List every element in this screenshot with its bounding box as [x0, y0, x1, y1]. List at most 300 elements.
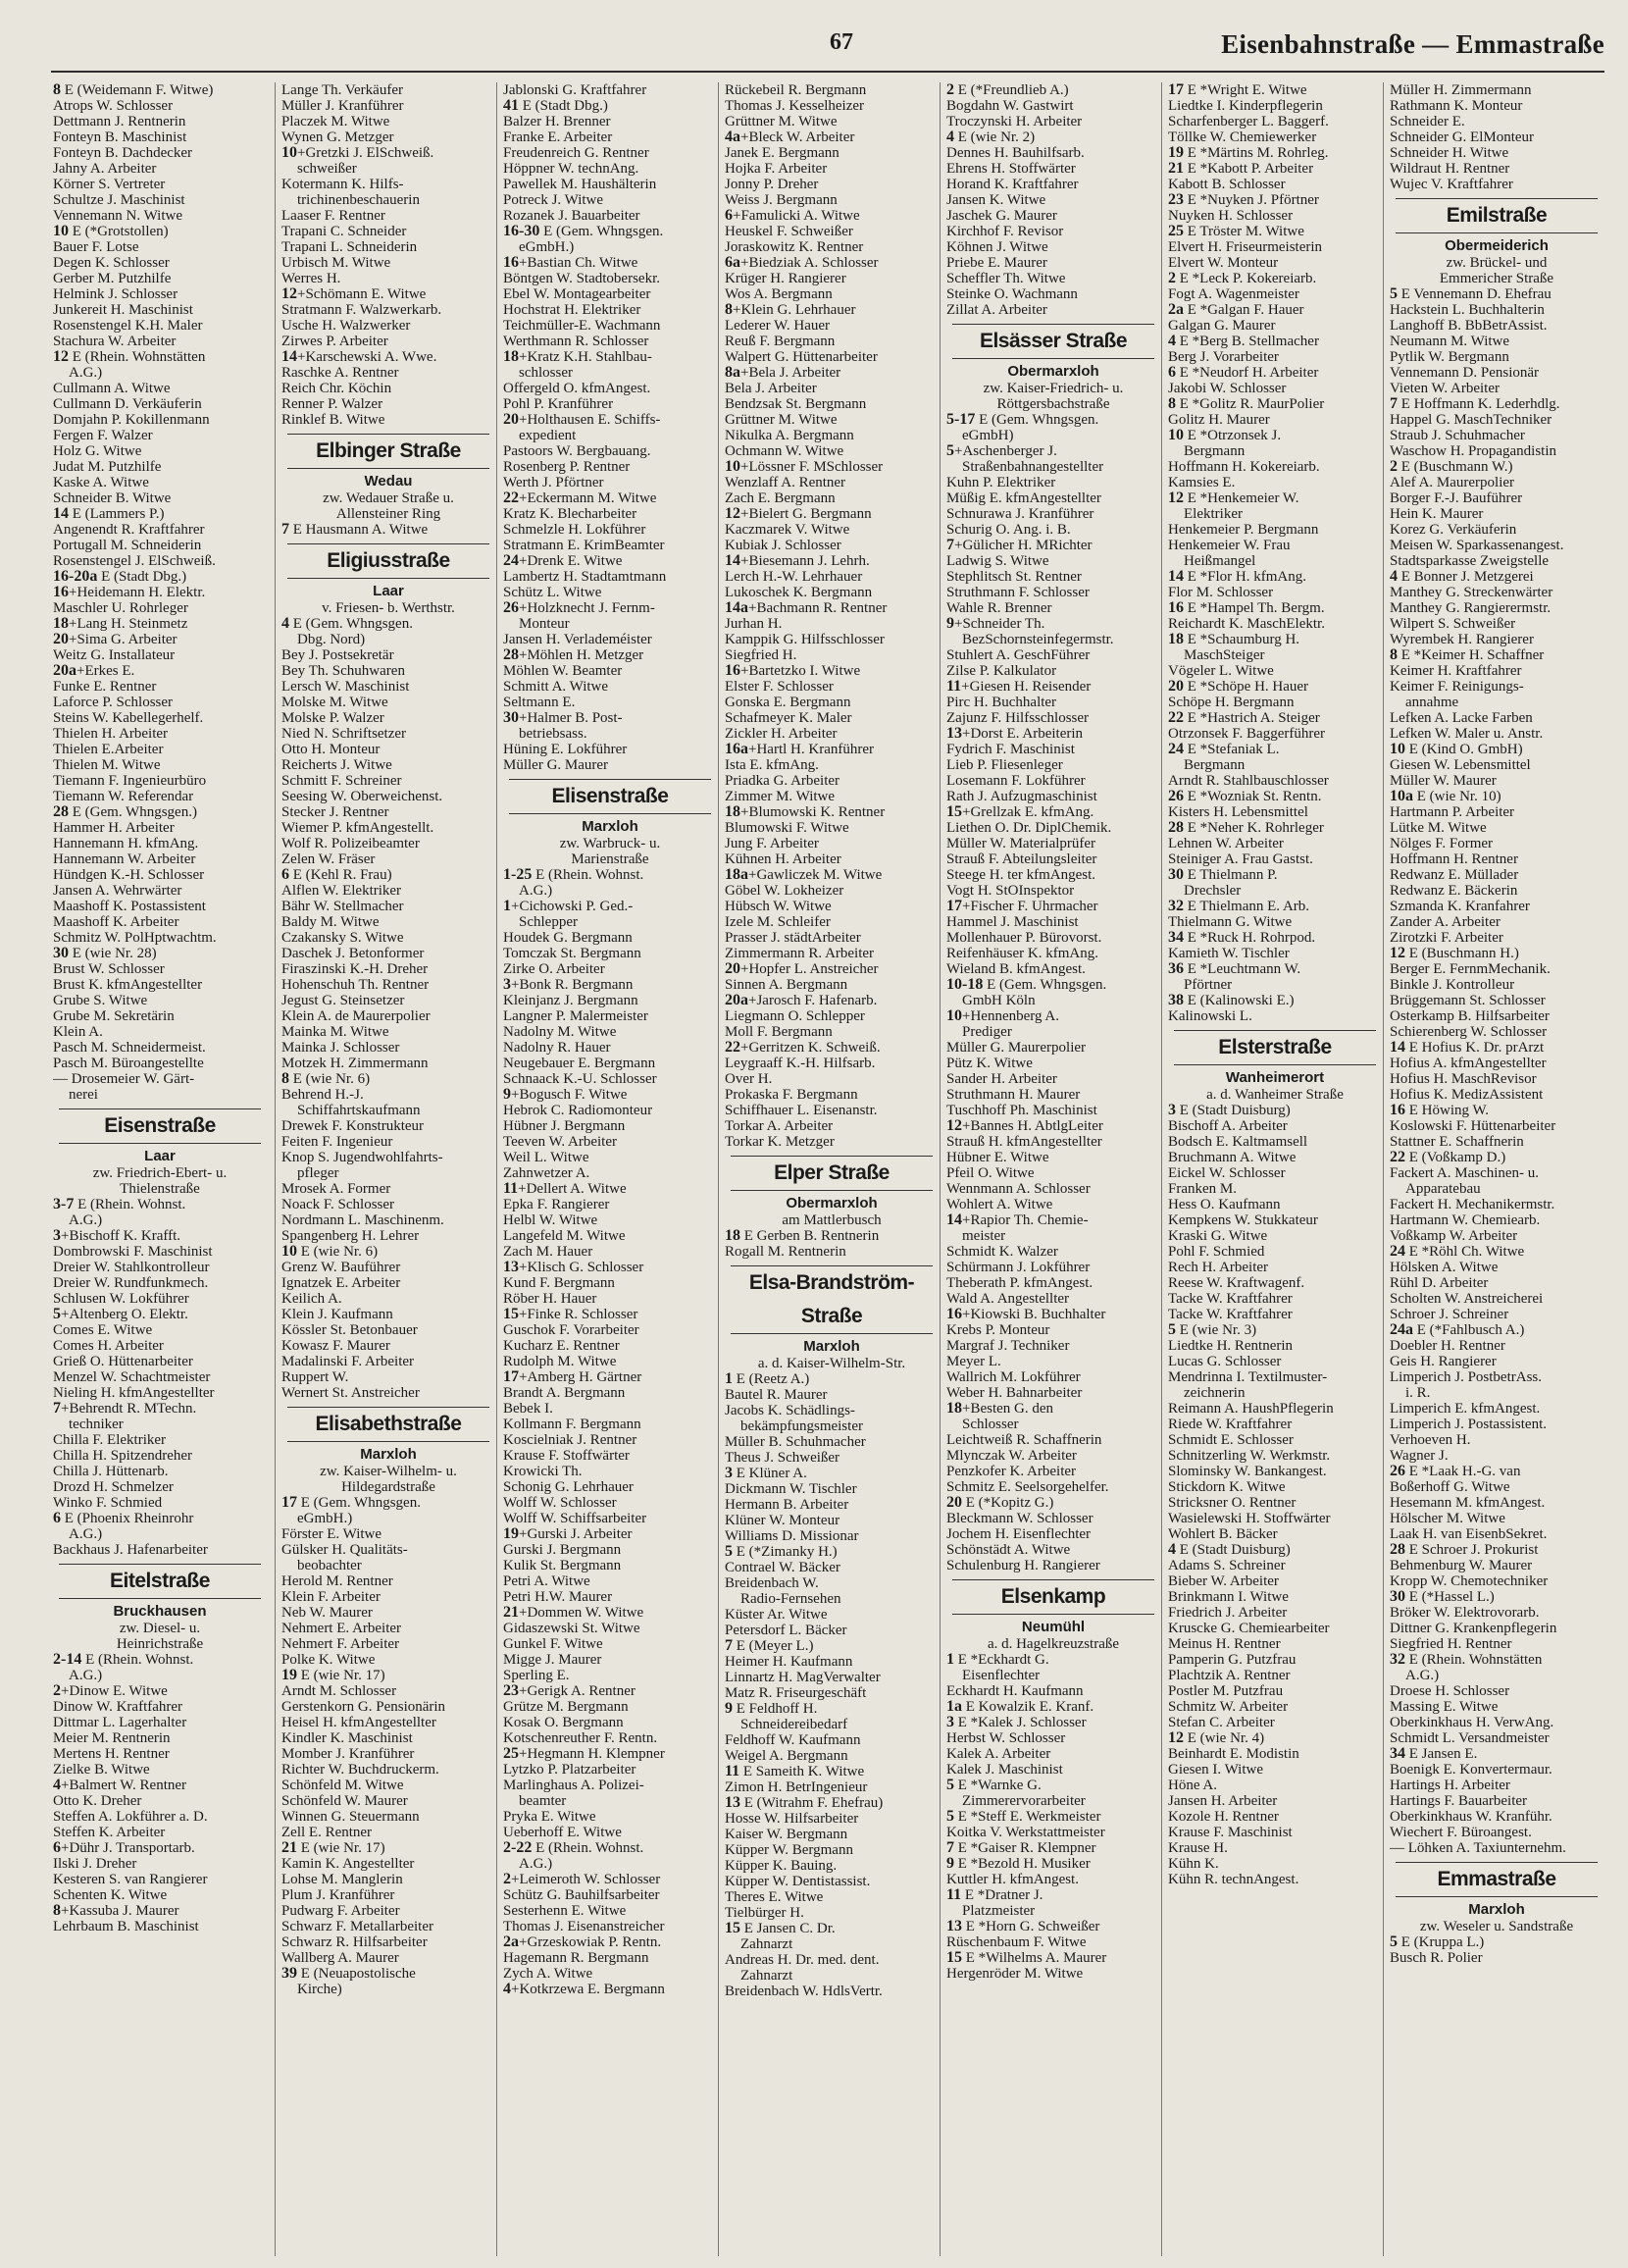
resident-entry — [725, 1387, 939, 1403]
house-entry — [1168, 334, 1382, 349]
resident-entry — [1168, 1856, 1382, 1872]
entry-text: Pytlik W. Bergmann — [1390, 349, 1509, 365]
resident-entry — [725, 726, 939, 742]
entry-text: E (Phoenix Rheinrohr — [61, 1511, 194, 1526]
entry-text: Vögeler L. Witwe — [1168, 663, 1274, 679]
entry-text: E Hausmann A. Witwe — [289, 522, 429, 538]
entry-text: E Jansen C. Dr. — [740, 1921, 836, 1936]
entry-text: Brinkmann I. Witwe — [1168, 1589, 1289, 1605]
resident-entry — [503, 334, 717, 349]
entry-text: Teichmüller-E. Wachmann — [503, 318, 661, 334]
entry-text: Zilse P. Kalkulator — [946, 663, 1057, 679]
directory-column — [1161, 82, 1382, 2256]
entry-text: Lehrbaum B. Maschinist — [53, 1919, 199, 1934]
entry-text: Kamppik G. Hilfsschlosser — [725, 632, 885, 647]
resident-entry — [1390, 1071, 1603, 1087]
house-entry — [1168, 302, 1382, 318]
resident-entry — [725, 1528, 939, 1544]
resident-entry — [503, 1024, 717, 1040]
entry-text: E (Kruppa L.) — [1398, 1934, 1485, 1950]
entry-text: Priadka G. Arbeiter — [725, 773, 840, 789]
resident-entry — [725, 412, 939, 428]
entry-text: +Gerritzen K. Schweiß. — [740, 1040, 881, 1056]
resident-entry — [281, 1683, 495, 1699]
resident-entry — [281, 1558, 495, 1573]
street-location-note: a. d. Wanheimer Straße — [1206, 1087, 1344, 1103]
entry-text: Rückebeil R. Bergmann — [725, 82, 867, 98]
entry-text: Krause F. Stoffwärter — [503, 1448, 630, 1464]
entry-text: Golitz H. Maurer — [1168, 412, 1270, 428]
house-entry — [281, 522, 495, 538]
entry-text: Herbst W. Schlosser — [946, 1730, 1066, 1746]
resident-entry — [1390, 1715, 1603, 1730]
entry-text: Hess O. Kaufmann — [1168, 1197, 1281, 1212]
entry-text: +Besten G. den — [962, 1401, 1054, 1417]
house-entry — [503, 1369, 717, 1385]
resident-entry — [725, 1591, 939, 1607]
resident-entry — [1390, 961, 1603, 977]
entry-text: Bebek I. — [503, 1401, 553, 1417]
resident-entry — [1390, 1793, 1603, 1809]
house-entry — [1390, 946, 1603, 961]
resident-entry — [946, 1056, 1160, 1071]
entry-text: Nuyken H. Schlosser — [1168, 208, 1294, 224]
entry-text: Urbisch M. Witwe — [281, 255, 391, 271]
resident-entry — [53, 647, 267, 663]
street-heading: Eisenstraße — [59, 1108, 261, 1144]
resident-entry — [1390, 522, 1603, 538]
resident-entry — [1390, 553, 1603, 569]
entry-text: Hölsken A. Witwe — [1390, 1260, 1499, 1275]
entry-text: Müller G. Maurerpolier — [946, 1040, 1087, 1056]
resident-entry — [946, 1024, 1160, 1040]
entry-text: Krause H. — [1168, 1840, 1228, 1856]
house-number: 19 — [281, 1668, 297, 1683]
resident-entry — [725, 177, 939, 192]
house-entry — [725, 1371, 939, 1387]
entry-text: Nied N. Schriftsetzer — [281, 726, 407, 742]
resident-entry — [1168, 585, 1382, 600]
entry-text: Zajunz F. Hilfsschlosser — [946, 710, 1090, 726]
house-number: 1 — [946, 1652, 954, 1668]
resident-entry — [1168, 98, 1382, 114]
entry-text: Liegmann O. Schlepper — [725, 1008, 865, 1024]
entry-text: +Bonk R. Bergmann — [511, 977, 634, 993]
house-number: 8 — [53, 82, 61, 98]
entry-text: Krowicki Th. — [503, 1464, 583, 1479]
street-location-note: a. d. Hagelkreuzstraße — [987, 1636, 1120, 1652]
resident-entry — [53, 1040, 267, 1056]
house-number: 11 — [946, 679, 962, 695]
resident-entry — [53, 1212, 267, 1228]
house-number: 9 — [946, 616, 954, 632]
entry-text: Leichtweiß R. Schaffnerin — [946, 1432, 1102, 1448]
house-number: 10 — [1168, 428, 1184, 443]
house-entry — [1390, 459, 1603, 475]
house-number: 5 — [1390, 1934, 1398, 1950]
entry-text: E *Eckhardt G. — [954, 1652, 1049, 1668]
house-entry — [946, 1212, 1160, 1228]
entry-text: Zimon H. BetrIngenieur — [725, 1779, 868, 1795]
entry-text: Fogt A. Wagenmeister — [1168, 286, 1299, 302]
district-label: Marxloh — [803, 1338, 860, 1355]
entry-text: E (Gem. Whngsgen.) — [69, 804, 197, 820]
resident-entry — [1168, 475, 1382, 490]
resident-entry — [946, 177, 1160, 192]
entry-text: Nikulka A. Bergmann — [725, 428, 854, 443]
resident-entry — [1168, 1432, 1382, 1448]
entry-text: Steiniger A. Frau Gastst. — [1168, 851, 1313, 867]
resident-entry — [503, 1589, 717, 1605]
district-label: Marxloh — [1468, 1901, 1525, 1918]
entry-text: Pütz K. Witwe — [946, 1056, 1033, 1071]
resident-entry — [503, 914, 717, 930]
entry-text: +Kotkrzewa E. Bergmann — [511, 1982, 665, 1997]
entry-text: Schnurawa J. Kranführer — [946, 506, 1094, 522]
house-number: 14a — [725, 600, 748, 616]
entry-text: Daschek J. Betonformer — [281, 946, 425, 961]
entry-text: Göbel W. Lokheizer — [725, 883, 844, 899]
resident-entry — [53, 1668, 267, 1683]
house-number: 3 — [503, 977, 511, 993]
entry-text: Pastoors W. Bergbauang. — [503, 443, 651, 459]
entry-text: Drewek F. Konstrukteur — [281, 1118, 425, 1134]
resident-entry — [725, 1497, 939, 1513]
resident-entry — [946, 1730, 1160, 1746]
resident-entry — [946, 428, 1160, 443]
entry-text: Koslowski F. Hüttenarbeiter — [1390, 1118, 1556, 1134]
house-number: 16 — [946, 1307, 962, 1322]
entry-text: Maashoff K. Arbeiter — [53, 914, 179, 930]
entry-text: Petri H.W. Maurer — [503, 1589, 613, 1605]
house-number: 7 — [53, 1401, 61, 1417]
entry-text: Kosak O. Bergmann — [503, 1715, 624, 1730]
entry-text: Eickel W. Schlosser — [1168, 1165, 1286, 1181]
entry-text: Hein K. Maurer — [1390, 506, 1484, 522]
resident-entry — [281, 757, 495, 773]
entry-text: Happel G. MaschTechniker — [1390, 412, 1552, 428]
entry-text: Osterkamp B. Hilfsarbeiter — [1390, 1008, 1550, 1024]
entry-text: Heisel H. kfmAngestellter — [281, 1715, 436, 1730]
resident-entry — [1390, 836, 1603, 851]
house-entry — [53, 82, 267, 98]
entry-text: Keimer H. Kraftfahrer — [1390, 663, 1522, 679]
resident-entry — [946, 1322, 1160, 1338]
entry-text: E *Leck P. Kokereiarb. — [1176, 271, 1317, 286]
resident-entry — [946, 1417, 1160, 1432]
entry-text: Tacke W. Kraftfahrer — [1168, 1291, 1293, 1307]
resident-entry — [725, 899, 939, 914]
resident-entry — [725, 318, 939, 334]
entry-text: Wieland B. kfmAngest. — [946, 961, 1086, 977]
resident-entry — [725, 710, 939, 726]
house-entry — [725, 1544, 939, 1560]
entry-text: +Heidemann H. Elektr. — [69, 585, 206, 600]
resident-entry — [503, 1652, 717, 1668]
resident-entry — [946, 224, 1160, 239]
resident-entry — [946, 522, 1160, 538]
entry-text: Breidenbach W. — [725, 1575, 819, 1591]
resident-entry — [1168, 1307, 1382, 1322]
entry-text: Kirche) — [297, 1982, 342, 1997]
house-number: 12 — [946, 1118, 962, 1134]
resident-entry — [281, 1024, 495, 1040]
resident-entry — [503, 1291, 717, 1307]
resident-entry — [946, 1275, 1160, 1291]
house-number: 22 — [1390, 1150, 1405, 1165]
entry-text: Förster E. Witwe — [281, 1526, 382, 1542]
house-number: 8 — [281, 1071, 289, 1087]
resident-entry — [946, 710, 1160, 726]
entry-text: Andreas H. Dr. med. dent. — [725, 1952, 880, 1968]
entry-text: Schönstädt A. Witwe — [946, 1542, 1071, 1558]
street-location-note: zw. Friedrich-Ebert- u. — [92, 1165, 228, 1181]
entry-text: Kubiak J. Schlosser — [725, 538, 841, 553]
resident-entry — [1390, 1307, 1603, 1322]
house-entry — [946, 538, 1160, 553]
house-number: 24a — [1390, 1322, 1413, 1338]
entry-text: E *Kalek J. Schlosser — [954, 1715, 1087, 1730]
resident-entry — [53, 1526, 267, 1542]
house-number: 15 — [946, 804, 962, 820]
entry-text: Molske M. Witwe — [281, 695, 388, 710]
resident-entry — [281, 1275, 495, 1291]
resident-entry — [53, 1887, 267, 1903]
house-entry — [946, 443, 1160, 459]
street-location-note: Heinrichstraße — [116, 1636, 204, 1652]
entry-text: E Hoffmann K. Lederhdlg. — [1398, 396, 1560, 412]
house-entry — [53, 224, 267, 239]
house-entry — [1168, 930, 1382, 946]
house-number: 2 — [1390, 459, 1398, 475]
street-location-note: zw. Warbruck- u. — [559, 836, 661, 851]
entry-text: Maschler U. Rohrleger — [53, 600, 188, 616]
entry-text: Cullmann D. Verkäuferin — [53, 396, 202, 412]
house-number: 25 — [503, 1746, 519, 1762]
entry-text: Müller W. Maurer — [1390, 773, 1497, 789]
resident-entry — [281, 1511, 495, 1526]
resident-entry — [946, 867, 1160, 883]
entry-text: Riede W. Kraftfahrer — [1168, 1417, 1293, 1432]
resident-entry — [725, 538, 939, 553]
entry-text: Schönfeld M. Witwe — [281, 1778, 404, 1793]
resident-entry — [1390, 1401, 1603, 1417]
entry-text: Jansen K. Witwe — [946, 192, 1046, 208]
resident-entry — [53, 742, 267, 757]
entry-text: Hochstrat H. Elektriker — [503, 302, 641, 318]
entry-text: Weber H. Bahnarbeiter — [946, 1385, 1083, 1401]
resident-entry — [503, 1354, 717, 1369]
resident-entry — [1390, 177, 1603, 192]
resident-entry — [53, 867, 267, 883]
house-number: 7 — [946, 1840, 954, 1856]
entry-text: +Behrendt R. MTechn. — [61, 1401, 197, 1417]
entry-text: +Jarosch F. Hafenarb. — [748, 993, 878, 1008]
house-number: 4 — [1390, 569, 1398, 585]
house-number: 18 — [1168, 632, 1184, 647]
entry-text: E (Gem. Whngsgen. — [297, 1495, 421, 1511]
entry-text: Jochem H. Eisenflechter — [946, 1526, 1092, 1542]
resident-entry — [281, 899, 495, 914]
house-number: 6a — [725, 255, 740, 271]
entry-text: Schonig G. Lehrhauer — [503, 1479, 634, 1495]
district-label: Wanheimerort — [1225, 1069, 1325, 1086]
entry-text: E (Buschmann W.) — [1398, 459, 1513, 475]
resident-entry — [725, 914, 939, 930]
entry-text: Lieb P. Fliesenleger — [946, 757, 1063, 773]
entry-text: E (Kehl R. Frau) — [289, 867, 392, 883]
resident-entry — [281, 1872, 495, 1887]
resident-entry — [53, 208, 267, 224]
entry-text: E *Stefaniak L. — [1184, 742, 1280, 757]
entry-text: E Jansen E. — [1405, 1746, 1478, 1762]
district-label: Wedau — [364, 473, 413, 490]
entry-text: E *Schaumburg H. — [1184, 632, 1300, 647]
resident-entry — [503, 1558, 717, 1573]
house-number: 20 — [1168, 679, 1184, 695]
resident-entry — [281, 789, 495, 804]
entry-text: +Schneider Th. — [954, 616, 1045, 632]
resident-entry — [281, 1181, 495, 1197]
entry-text: Wolf R. Polizeibeamter — [281, 836, 420, 851]
resident-entry — [503, 1699, 717, 1715]
resident-entry — [53, 286, 267, 302]
entry-text: bekämpfungsmeister — [740, 1418, 863, 1434]
entry-text: Ehrens H. Stoffwärter — [946, 161, 1076, 177]
house-number: 36 — [1168, 961, 1184, 977]
house-number: 32 — [1168, 899, 1184, 914]
resident-entry — [281, 271, 495, 286]
entry-text: A.G.) — [519, 883, 553, 899]
resident-entry — [281, 1903, 495, 1919]
entry-text: Renner P. Walzer — [281, 396, 383, 412]
entry-text: Keimer F. Reinigungs- — [1390, 679, 1524, 695]
resident-entry — [281, 1730, 495, 1746]
entry-text: Grüttner M. Witwe — [725, 114, 838, 129]
entry-text: Dittmar L. Lagerhalter — [53, 1715, 187, 1730]
resident-entry — [53, 428, 267, 443]
entry-text: Scholten W. Anstreicherei — [1390, 1291, 1544, 1307]
resident-entry — [1168, 1385, 1382, 1401]
resident-entry — [503, 1903, 717, 1919]
resident-entry — [281, 820, 495, 836]
resident-entry — [725, 161, 939, 177]
resident-entry — [281, 1008, 495, 1024]
entry-text: Küpper K. Bauing. — [725, 1858, 838, 1874]
house-entry — [281, 145, 495, 161]
entry-text: Bodsch E. Kaltmamsell — [1168, 1134, 1308, 1150]
house-number: 16 — [1390, 1103, 1405, 1118]
entry-text: Jurhan H. — [725, 616, 783, 632]
entry-text: Lederer W. Hauer — [725, 318, 831, 334]
entry-text: Dombrowski F. Maschinist — [53, 1244, 213, 1260]
entry-text: Neb W. Maurer — [281, 1605, 373, 1621]
entry-text: +Gülicher H. MRichter — [954, 538, 1093, 553]
entry-text: +Grellzak E. kfmAng. — [962, 804, 1094, 820]
resident-entry — [1390, 820, 1603, 836]
resident-entry — [53, 695, 267, 710]
house-number: 3 — [53, 1228, 61, 1244]
resident-entry — [281, 192, 495, 208]
resident-entry — [1390, 428, 1603, 443]
resident-entry — [946, 1260, 1160, 1275]
entry-text: Ebel W. Montagearbeiter — [503, 286, 651, 302]
resident-entry — [281, 381, 495, 396]
entry-text: Wennmann A. Schlosser — [946, 1181, 1091, 1197]
house-number: 20 — [503, 412, 519, 428]
entry-text: Schwarz F. Metallarbeiter — [281, 1919, 433, 1934]
resident-entry — [503, 569, 717, 585]
header-rule — [51, 71, 1604, 73]
entry-text: Zell E. Rentner — [281, 1825, 373, 1840]
district-label: Obermeiderich — [1445, 237, 1549, 254]
entry-text: E Feldhoff H. — [733, 1701, 818, 1717]
house-entry — [503, 1087, 717, 1103]
entry-text: E (Rhein. Wohnstätten — [1405, 1652, 1543, 1668]
house-number: 20 — [725, 961, 740, 977]
resident-entry — [53, 899, 267, 914]
house-number: 2 — [53, 1683, 61, 1699]
entry-text: Mrosek A. Former — [281, 1181, 391, 1197]
entry-text: Straßenbahnangestellter — [962, 459, 1104, 475]
resident-entry — [1168, 538, 1382, 553]
entry-text: E (Stadt Duisburg) — [1176, 1103, 1291, 1118]
resident-entry — [725, 349, 939, 365]
entry-text: E *Flor H. kfmAng. — [1184, 569, 1306, 585]
resident-entry — [1390, 804, 1603, 820]
resident-entry — [946, 98, 1160, 114]
house-entry — [53, 585, 267, 600]
entry-text: Weil L. Witwe — [503, 1150, 589, 1165]
house-entry — [946, 412, 1160, 428]
resident-entry — [1168, 773, 1382, 789]
entry-text: Boßerhoff G. Witwe — [1390, 1479, 1510, 1495]
entry-text: Manthey G. Rangierermstr. — [1390, 600, 1552, 616]
resident-entry — [281, 1260, 495, 1275]
entry-text: Adams S. Schreiner — [1168, 1558, 1286, 1573]
resident-entry — [725, 1968, 939, 1984]
resident-entry — [53, 600, 267, 616]
resident-entry — [946, 1746, 1160, 1762]
house-entry — [281, 1495, 495, 1511]
resident-entry — [725, 1434, 939, 1450]
entry-text: E (Meyer L.) — [733, 1638, 814, 1654]
street-heading: Elper Straße — [731, 1156, 933, 1191]
resident-entry — [281, 851, 495, 867]
entry-text: E *Henkemeier W. — [1184, 490, 1299, 506]
entry-text: Ladwig S. Witwe — [946, 553, 1049, 569]
entry-text: Klein A. de Maurerpolier — [281, 1008, 431, 1024]
entry-text: E *Röhl Ch. Witwe — [1405, 1244, 1525, 1260]
entry-text: Stecker J. Rentner — [281, 804, 389, 820]
resident-entry — [53, 773, 267, 789]
entry-text: Heuskel F. Schweißer — [725, 224, 853, 239]
resident-entry — [1168, 1683, 1382, 1699]
entry-text: +Giesen H. Reisender — [961, 679, 1092, 695]
resident-entry — [53, 365, 267, 381]
house-number: 15 — [946, 1950, 962, 1966]
entry-text: Wolff W. Schiffsarbeiter — [503, 1511, 647, 1526]
entry-text: meister — [962, 1228, 1006, 1244]
resident-entry — [1390, 490, 1603, 506]
entry-text: +Dorst E. Arbeiterin — [962, 726, 1084, 742]
entry-text: Steffen A. Lokführer a. D. — [53, 1809, 208, 1825]
resident-entry — [503, 1778, 717, 1793]
resident-entry — [1390, 695, 1603, 710]
entry-text: Schlepper — [519, 914, 578, 930]
entry-text: Stricksner O. Rentner — [1168, 1495, 1297, 1511]
house-number: 13 — [725, 1795, 740, 1811]
